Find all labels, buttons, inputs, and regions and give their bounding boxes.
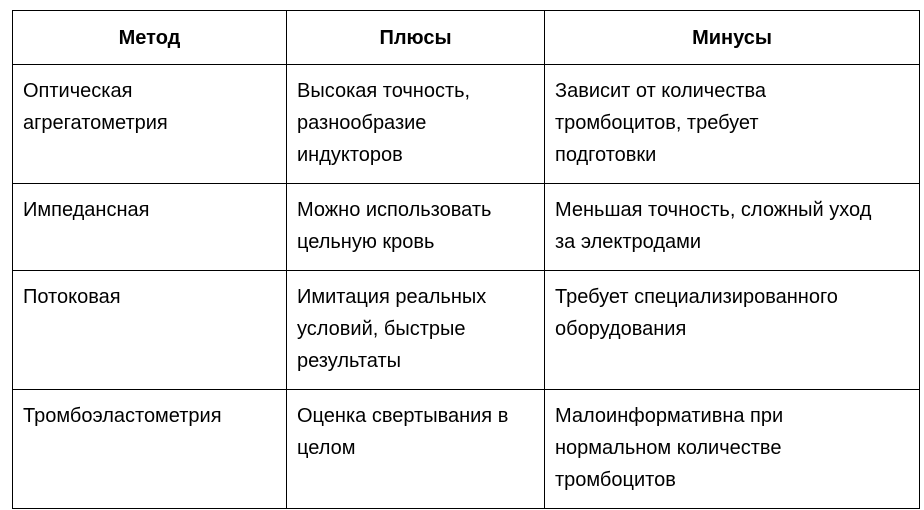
pros-text: Оценка свертывания в целом xyxy=(297,405,509,459)
cell-pros xyxy=(287,271,545,390)
table-header xyxy=(13,11,920,65)
cell-method xyxy=(13,390,287,509)
method-text: Оптическая агрегатометрия xyxy=(23,80,168,134)
cell-pros xyxy=(287,390,545,509)
cons-text: Зависит от количества тромбоцитов, требует подготовки xyxy=(555,80,767,166)
pros-text: Имитация реальных условий, быстрые результаты xyxy=(297,286,487,372)
cons-text: Требует специализированного оборудования xyxy=(555,286,838,340)
table-row xyxy=(13,390,920,509)
header-method: Метод xyxy=(13,11,287,65)
header-pros: Плюсы xyxy=(287,11,545,65)
table-row xyxy=(13,65,920,184)
header-row xyxy=(13,11,920,65)
cell-pros xyxy=(287,65,545,184)
cell-method xyxy=(13,271,287,390)
method-text: Импедансная xyxy=(23,199,150,221)
cons-text: Меньшая точность, сложный уход за электродами xyxy=(555,199,872,253)
table-body xyxy=(13,65,920,509)
cell-method xyxy=(13,184,287,271)
cell-pros xyxy=(287,184,545,271)
methods-comparison-table xyxy=(12,10,920,509)
cell-cons xyxy=(545,390,920,509)
cell-cons xyxy=(545,65,920,184)
header-cons: Минусы xyxy=(545,11,920,65)
pros-text: Высокая точность, разнообразие индукторов xyxy=(297,80,471,166)
cell-cons xyxy=(545,271,920,390)
table-row xyxy=(13,184,920,271)
cell-method xyxy=(13,65,287,184)
cell-cons xyxy=(545,184,920,271)
cons-text: Малоинформативна при нормальном количестве тромбоцитов xyxy=(555,405,784,491)
method-text: Тромбоэластометрия xyxy=(23,405,222,427)
pros-text: Можно использовать цельную кровь xyxy=(297,199,492,253)
table-row xyxy=(13,271,920,390)
method-text: Потоковая xyxy=(23,286,121,308)
